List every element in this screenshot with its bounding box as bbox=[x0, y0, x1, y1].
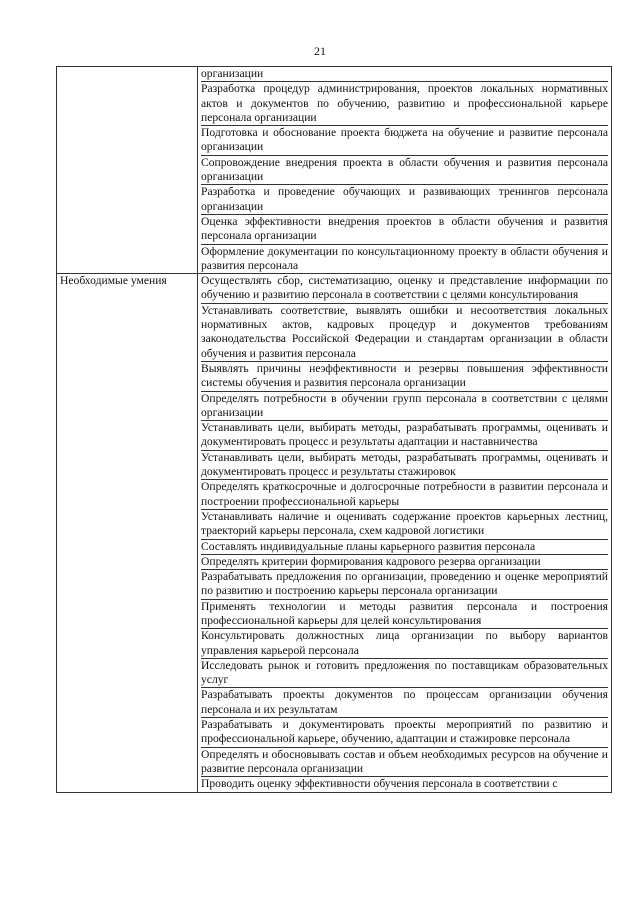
table-row bbox=[57, 274, 612, 792]
list-item: Консультировать должностных лица организации по выбору вариантов управления карьерой персонала bbox=[201, 629, 608, 657]
list-item: Составлять индивидуальные планы карьерного развития персонала bbox=[201, 539, 608, 554]
list-item: Разрабатывать проекты документов по процессам организации обучения персонала и их результатам bbox=[201, 688, 608, 716]
list-item: Применять технологии и методы развития персонала и построения профессиональной карьеры для целей консультирования bbox=[201, 599, 608, 627]
list-item: Сопровождение внедрения проекта в области обучения и развития персонала организации bbox=[201, 155, 608, 184]
table-row bbox=[57, 67, 612, 274]
page-number: 21 bbox=[314, 44, 326, 58]
row-label bbox=[57, 67, 198, 274]
list-item: Устанавливать соответствие, выявлять ошибки и несоответствия локальных нормативных актов, кадровых процедур и документов требованиям законодательства Российской Федерации и стандартам организации в области обучения и развития персонала bbox=[201, 303, 608, 360]
list-item: Устанавливать наличие и оценивать содержание проектов карьерных лестниц, траекторий карьеры персонала, схем кадровой логистики bbox=[201, 509, 608, 538]
list-item: Разрабатывать и документировать проекты мероприятий по развитию и профессиональной карьере, обучению, адаптации и стажировке персонала bbox=[201, 718, 608, 746]
list-item: Оформление документации по консультационному проекту в области обучения и развития персонала bbox=[201, 244, 608, 272]
list-item: Определять краткосрочные и долгосрочные потребности в развитии персонала и построении профессиональной карьеры bbox=[201, 480, 608, 508]
list-item: Выявлять причины неэффективности и резервы повышения эффективности системы обучения и развития персонала организации bbox=[201, 361, 608, 390]
requirements-table bbox=[56, 66, 612, 793]
list-item: Устанавливать цели, выбирать методы, разрабатывать программы, оценивать и документировать процесс и результаты адаптации и наставничества bbox=[201, 421, 608, 449]
list-item: Определять критерии формирования кадрового резерва организации bbox=[201, 554, 608, 569]
list-item: Исследовать рынок и готовить предложения по поставщикам образовательных услуг bbox=[201, 658, 608, 687]
list-item: Разрабатывать предложения по организации, проведению и оценке мероприятий по развитию и построению карьеры персонала организации bbox=[201, 570, 608, 598]
row-content bbox=[198, 274, 612, 792]
list-item: Разработка и проведение обучающих и развивающих тренингов персонала организации bbox=[201, 185, 608, 213]
list-item: Проводить оценку эффективности обучения персонала в соответствии с bbox=[201, 776, 608, 791]
row-label: Необходимые умения bbox=[57, 274, 198, 792]
list-item: Разработка процедур администрирования, проектов локальных нормативных актов и документов по обучению, развитию и профессиональной карьере персонала организации bbox=[201, 82, 608, 124]
list-item: Определять потребности в обучении групп персонала в соответствии с целями организации bbox=[201, 391, 608, 419]
list-item: Оценка эффективности внедрения проектов в области обучения и развития персонала организации bbox=[201, 214, 608, 243]
row-content bbox=[198, 67, 612, 274]
list-item: организации bbox=[201, 67, 264, 80]
list-item: Осуществлять сбор, систематизацию, оценку и представление информации по обучению и развитию персонала в соответствии с целями консультирования bbox=[201, 274, 608, 302]
list-item: Подготовка и обоснование проекта бюджета на обучение и развитие персонала организации bbox=[201, 126, 608, 154]
list-item: Определять и обосновывать состав и объем необходимых ресурсов на обучение и развитие персонала организации bbox=[201, 747, 608, 775]
list-item: Устанавливать цели, выбирать методы, разрабатывать программы, оценивать и документировать процесс и результаты стажировок bbox=[201, 450, 608, 479]
